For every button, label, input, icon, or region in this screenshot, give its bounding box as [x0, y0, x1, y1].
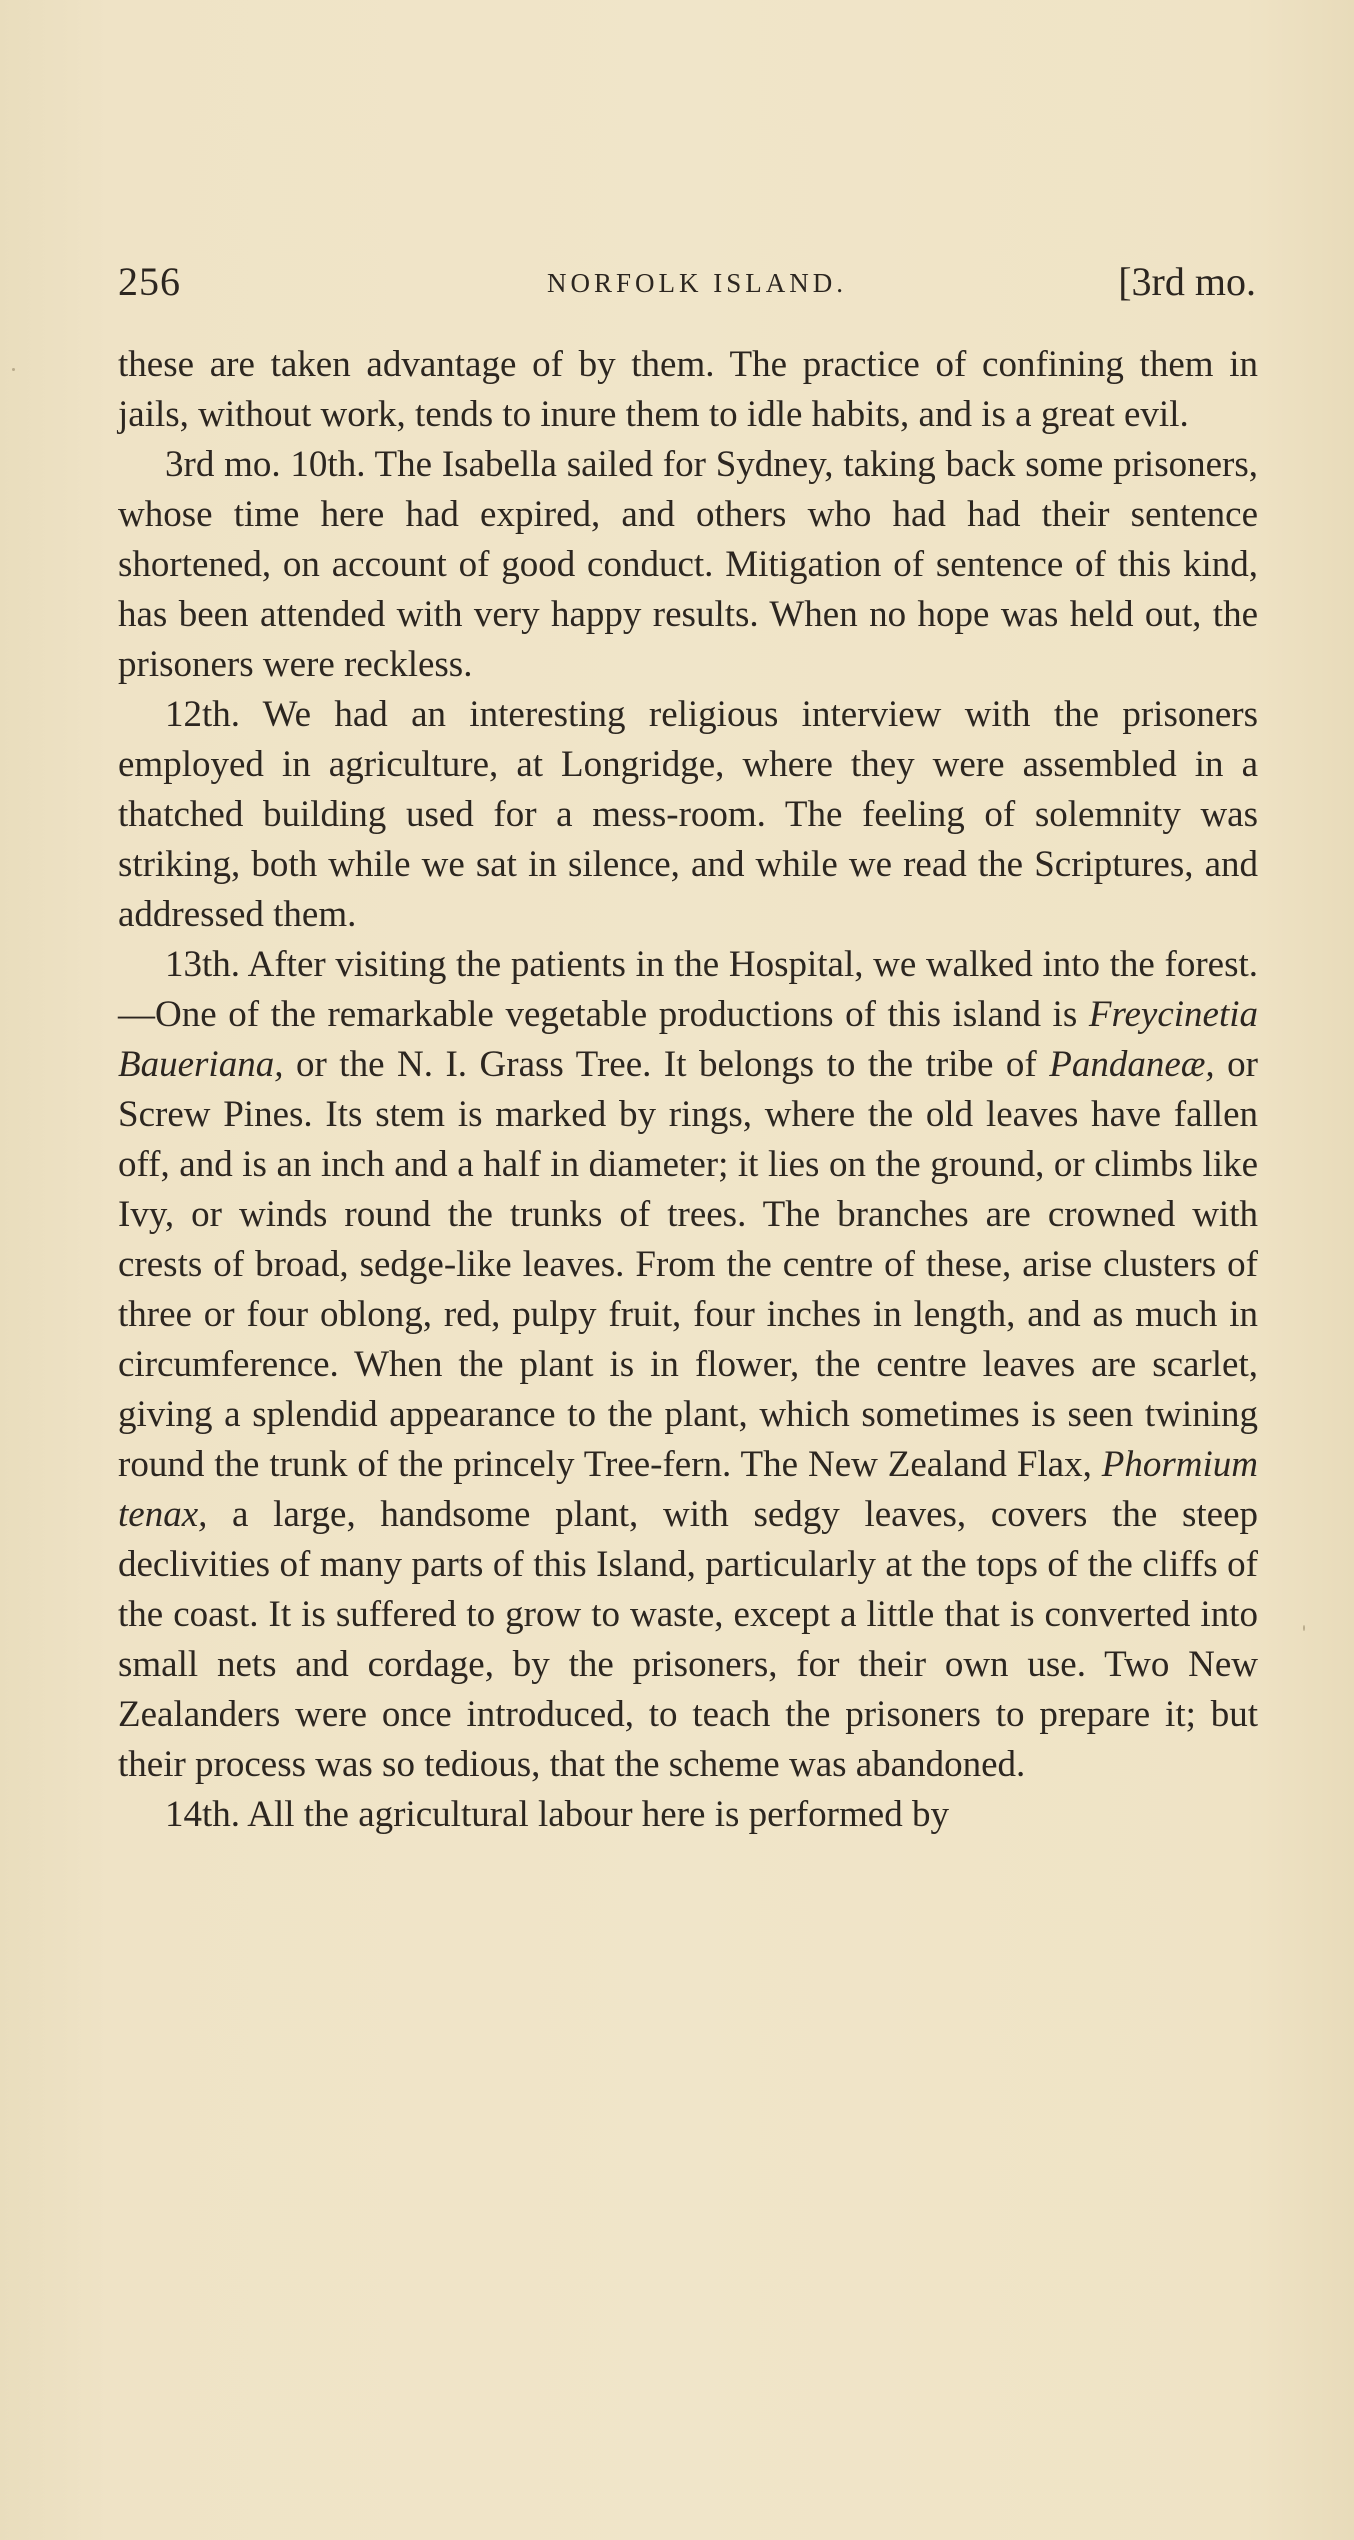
- page-header: [118, 258, 1256, 310]
- paragraph-text: 3rd mo. 10th. The Isabella sailed for Sydney, taking back some prisoners, whose time here had expired, and others who had had their sentence shortened, on account of good conduct. Mitigation of sentence of this kind, has been attended with very happy results. When no hope was held out, the prisoners were reckless.: [118, 444, 1258, 685]
- section-label: [3rd mo.: [1118, 259, 1256, 304]
- paragraph: [118, 340, 1258, 440]
- italic-term: Pandaneæ,: [1049, 1044, 1215, 1085]
- paragraph: [118, 440, 1258, 690]
- body-text: [118, 340, 1258, 1840]
- italic-term: Freycinetia Baueriana,: [118, 994, 1258, 1085]
- italic-term: Phormium tenax,: [118, 1444, 1258, 1535]
- paragraph: [118, 690, 1258, 940]
- paragraph: [118, 1790, 1258, 1840]
- paragraph-text: 13th. After visiting the patients in the Hospital, we walked into the forest.—One of the remarkable vegetable productions of this island is: [118, 944, 1258, 1035]
- paragraph-text: these are taken advantage of by them. The practice of confining them in jails, without work, tends to inure them to idle habits, and is a great evil.: [118, 344, 1258, 435]
- running-title: NORFOLK ISLAND.: [546, 268, 847, 298]
- paper-speck: [1303, 1625, 1305, 1631]
- page-number: 256: [118, 259, 181, 304]
- paper-speck: [12, 368, 15, 371]
- paragraph-text: 14th. All the agricultural labour here is performed by: [165, 1794, 949, 1835]
- paragraph-text: or Screw Pines. Its stem is marked by rings, where the old leaves have fallen off, and is an inch and a half in diameter; it lies on the ground, or climbs like Ivy, or winds round the trunks of trees. The branches are crowned with crests of broad, sedge-like leaves. From the centre of these, arise clusters of three or four oblong, red, pulpy fruit, four inches in length, and as much in circumference. When the plant is in flower, the centre leaves are scarlet, giving a splendid appearance to the plant, which sometimes is seen twining round the trunk of the princely Tree-fern. The New Zealand Flax,: [118, 1044, 1258, 1485]
- paragraph-text: or the N. I. Grass Tree. It belongs to the tribe of: [283, 1044, 1050, 1085]
- paragraph-text: a large, handsome plant, with sedgy leaves, covers the steep declivities of many parts of this Island, particularly at the tops of the cliffs of the coast. It is suffered to grow to waste, except a little that is converted into small nets and cordage, by the prisoners, for their own use. Two New Zealanders were once introduced, to teach the prisoners to prepare it; but their process was so tedious, that the scheme was abandoned.: [118, 1494, 1258, 1785]
- paragraph: [118, 940, 1258, 1790]
- paragraph-text: 12th. We had an interesting religious interview with the prisoners employed in agriculture, at Longridge, where they were assembled in a thatched building used for a mess-room. The feeling of solemnity was striking, both while we sat in silence, and while we read the Scriptures, and addressed them.: [118, 694, 1258, 935]
